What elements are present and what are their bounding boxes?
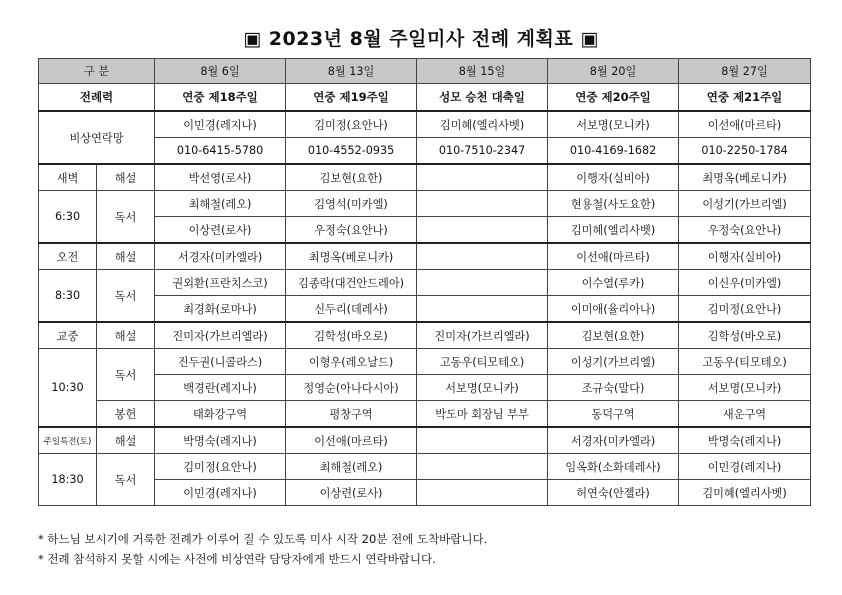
ojeon-reading-row	[39, 296, 811, 323]
eve-reading-row	[39, 480, 811, 506]
assignment-cell: 우정숙(요안나)	[286, 217, 417, 244]
saebyeok-commentary-row	[39, 164, 811, 191]
liturgy-row	[39, 84, 811, 112]
date-cell: 8월 27일	[679, 59, 811, 84]
assignment-cell: 새운구역	[679, 401, 811, 428]
assignment-cell: 박명숙(레지나)	[679, 427, 811, 454]
eve-reading-row	[39, 454, 811, 480]
assignment-cell: 태화강구역	[155, 401, 286, 428]
assignment-cell: 동덕구역	[548, 401, 679, 428]
assignment-cell: 현용철(사도요한)	[548, 191, 679, 217]
assignment-cell: 김미정(요안나)	[679, 296, 811, 323]
assignment-cell: 이형우(레오날드)	[286, 349, 417, 375]
gyojung-commentary-row	[39, 322, 811, 349]
assignment-cell	[417, 217, 548, 244]
assignment-cell	[417, 427, 548, 454]
role-label: 해설	[97, 322, 155, 349]
assignment-cell: 김학성(바오로)	[286, 322, 417, 349]
liturgy-label: 전례력	[39, 84, 155, 112]
assignment-cell	[417, 164, 548, 191]
emergency-name: 김미정(요안나)	[286, 111, 417, 138]
role-label: 독서	[97, 191, 155, 244]
date-cell: 8월 15일	[417, 59, 548, 84]
assignment-cell: 박명숙(레지나)	[155, 427, 286, 454]
assignment-cell: 김영석(미카엘)	[286, 191, 417, 217]
footnote: * 전례 참석하지 못할 시에는 사전에 비상연락 담당자에게 반드시 연락바랍니다.	[38, 552, 436, 566]
assignment-cell: 서보명(모니카)	[417, 375, 548, 401]
emergency-phone-row	[39, 138, 811, 165]
emergency-phone: 010-4169-1682	[548, 138, 679, 165]
ojeon-reading-row	[39, 270, 811, 296]
assignment-cell	[417, 454, 548, 480]
mass-label: 주일특전(토)	[39, 427, 97, 454]
assignment-cell: 권외환(프란치스코)	[155, 270, 286, 296]
role-label: 독서	[97, 454, 155, 506]
assignment-cell: 이선애(마르타)	[548, 243, 679, 270]
assignment-cell: 우정숙(요안나)	[679, 217, 811, 244]
header-label: 구 분	[39, 59, 155, 84]
role-label: 해설	[97, 427, 155, 454]
assignment-cell: 이미애(율리아나)	[548, 296, 679, 323]
assignment-cell	[417, 191, 548, 217]
assignment-cell	[417, 480, 548, 506]
emergency-name: 서보명(모니카)	[548, 111, 679, 138]
assignment-cell: 이선애(마르타)	[286, 427, 417, 454]
assignment-cell: 서경자(미카엘라)	[155, 243, 286, 270]
footnote: * 하느님 보시기에 거룩한 전례가 이루어 질 수 있도록 미사 시작 20분 전에 도착바랍니다.	[38, 532, 488, 546]
assignment-cell: 이상련(로사)	[286, 480, 417, 506]
liturgy-cell: 성모 승천 대축일	[417, 84, 548, 112]
assignment-cell: 최해철(레오)	[286, 454, 417, 480]
emergency-phone: 010-2250-1784	[679, 138, 811, 165]
date-cell: 8월 20일	[548, 59, 679, 84]
emergency-phone: 010-7510-2347	[417, 138, 548, 165]
role-label: 독서	[97, 270, 155, 323]
saebyeok-reading-row	[39, 217, 811, 244]
assignment-cell: 김학성(바오로)	[679, 322, 811, 349]
assignment-cell: 김미혜(엘리사벳)	[548, 217, 679, 244]
role-label: 봉헌	[97, 401, 155, 428]
assignment-cell: 김미혜(엘리사벳)	[679, 480, 811, 506]
footnotes	[38, 529, 487, 569]
emergency-name: 이민경(레지나)	[155, 111, 286, 138]
assignment-cell: 김보현(요한)	[286, 164, 417, 191]
assignment-cell: 정영순(아나다시아)	[286, 375, 417, 401]
assignment-cell: 허연숙(안젤라)	[548, 480, 679, 506]
mass-label: 새벽	[39, 164, 97, 191]
header-row	[39, 59, 811, 84]
assignment-cell: 최해철(레오)	[155, 191, 286, 217]
assignment-cell: 임옥화(소화데레사)	[548, 454, 679, 480]
schedule-table	[38, 58, 811, 506]
assignment-cell: 고동우(티모테오)	[679, 349, 811, 375]
assignment-cell: 서보명(모니카)	[679, 375, 811, 401]
emergency-phone: 010-4552-0935	[286, 138, 417, 165]
emergency-name: 이선애(마르타)	[679, 111, 811, 138]
mass-time: 6:30	[39, 191, 97, 244]
role-label: 독서	[97, 349, 155, 401]
assignment-cell: 이민경(레지나)	[679, 454, 811, 480]
assignment-cell: 이민경(레지나)	[155, 480, 286, 506]
assignment-cell: 이행자(실비아)	[548, 164, 679, 191]
assignment-cell: 신두리(데레사)	[286, 296, 417, 323]
mass-label: 교중	[39, 322, 97, 349]
assignment-cell: 평창구역	[286, 401, 417, 428]
assignment-cell: 진미자(가브리엘라)	[417, 322, 548, 349]
assignment-cell: 김종락(대건안드레아)	[286, 270, 417, 296]
assignment-cell: 조규숙(말다)	[548, 375, 679, 401]
assignment-cell: 이신우(미카엘)	[679, 270, 811, 296]
assignment-cell: 진두권(니콜라스)	[155, 349, 286, 375]
liturgy-cell: 연중 제21주일	[679, 84, 811, 112]
role-label: 해설	[97, 164, 155, 191]
date-cell: 8월 13일	[286, 59, 417, 84]
assignment-cell	[417, 296, 548, 323]
role-label: 해설	[97, 243, 155, 270]
mass-time: 18:30	[39, 454, 97, 506]
assignment-cell: 김보현(요한)	[548, 322, 679, 349]
liturgy-cell: 연중 제20주일	[548, 84, 679, 112]
assignment-cell: 이성기(가브리엘)	[548, 349, 679, 375]
assignment-cell: 이성기(가브리엘)	[679, 191, 811, 217]
mass-time: 8:30	[39, 270, 97, 323]
gyojung-reading-row	[39, 375, 811, 401]
assignment-cell: 최명옥(베로니카)	[679, 164, 811, 191]
emergency-name: 김미혜(엘리사벳)	[417, 111, 548, 138]
mass-label: 오전	[39, 243, 97, 270]
assignment-cell: 박선영(로사)	[155, 164, 286, 191]
assignment-cell: 이행자(실비아)	[679, 243, 811, 270]
emergency-phone: 010-6415-5780	[155, 138, 286, 165]
gyojung-reading-row	[39, 349, 811, 375]
emergency-name-row	[39, 111, 811, 138]
assignment-cell: 이수열(루카)	[548, 270, 679, 296]
liturgy-cell: 연중 제19주일	[286, 84, 417, 112]
assignment-cell: 서경자(미카엘라)	[548, 427, 679, 454]
assignment-cell	[417, 243, 548, 270]
assignment-cell: 최명옥(베로니카)	[286, 243, 417, 270]
saebyeok-reading-row	[39, 191, 811, 217]
assignment-cell: 최경화(로마나)	[155, 296, 286, 323]
emergency-label: 비상연락망	[39, 111, 155, 164]
mass-time: 10:30	[39, 349, 97, 428]
assignment-cell	[417, 270, 548, 296]
page-title: ▣ 2023년 8월 주일미사 전례 계획표 ▣	[243, 28, 599, 50]
assignment-cell: 김미정(요안나)	[155, 454, 286, 480]
assignment-cell: 이상련(로사)	[155, 217, 286, 244]
assignment-cell: 진미자(가브리엘라)	[155, 322, 286, 349]
assignment-cell: 백경란(레지나)	[155, 375, 286, 401]
liturgy-cell: 연중 제18주일	[155, 84, 286, 112]
date-cell: 8월 6일	[155, 59, 286, 84]
gyojung-offering-row	[39, 401, 811, 428]
assignment-cell: 박도마 회장님 부부	[417, 401, 548, 428]
ojeon-commentary-row	[39, 243, 811, 270]
assignment-cell: 고동우(티모테오)	[417, 349, 548, 375]
eve-commentary-row	[39, 427, 811, 454]
